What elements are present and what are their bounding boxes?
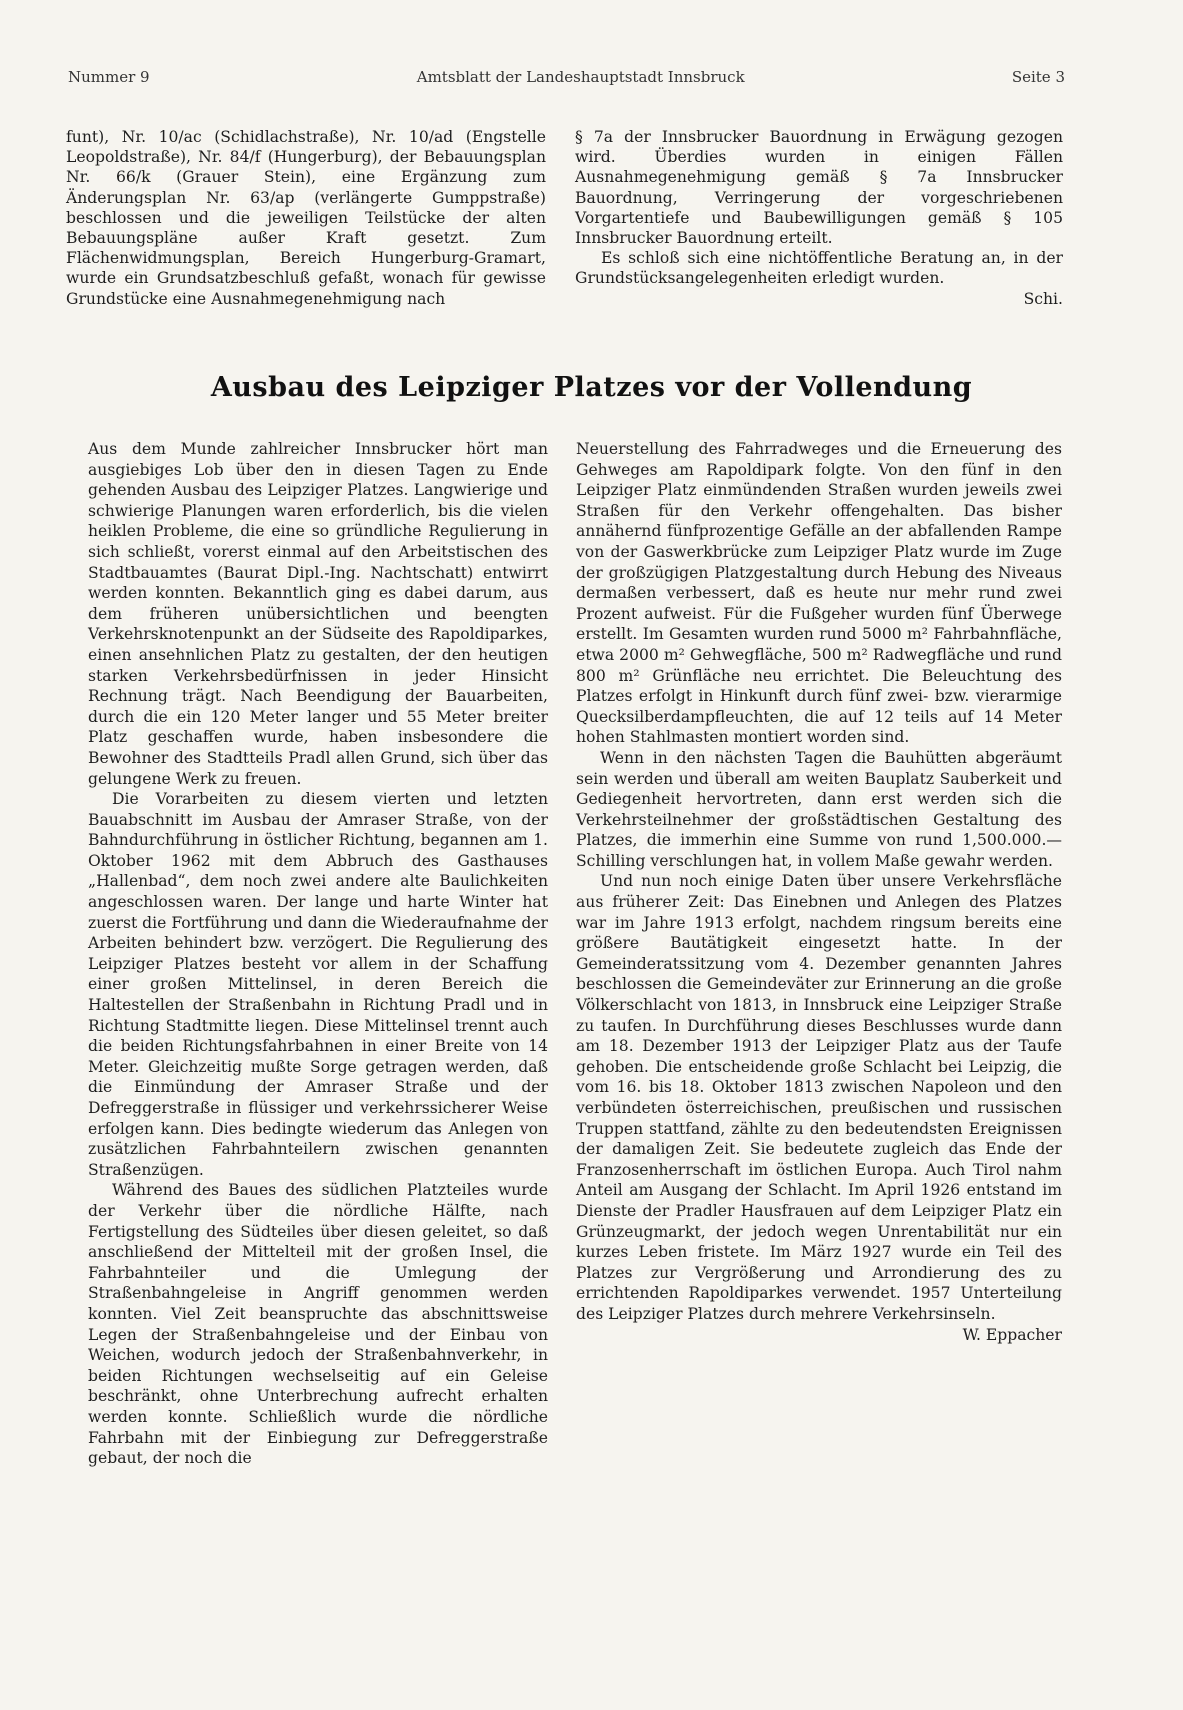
page-number: Seite 3	[1011, 68, 1065, 86]
previous-article-text: Es schloß sich eine nichtöffentliche Beratung an, in der Grundstücksangelegenheiten erledigt wurden.	[575, 249, 1063, 288]
previous-article-left-column	[66, 127, 546, 309]
issue-number: Nummer 9	[68, 68, 150, 86]
article-right-column	[576, 439, 1062, 1345]
article-paragraph: Die Vorarbeiten zu diesem vierten und letzten Bauabschnitt im Ausbau der Amraser Straße, von der Bahndurchführung in östlicher Richtung, begannen am 1. Oktober 1962 mit dem Abbruch des Gasthauses „Hallenbad“, dem noch zwei andere alte Baulichkeiten angeschlossen waren. Der lange und harte Winter hat zuerst die Fortführung und dann die Wiederaufnahme der Arbeiten behindert bzw. verzögert. Die Regulierung des Leipziger Platzes besteht vor allem in der Schaffung einer großen Mittelinsel, in deren Bereich die Haltestellen der Straßenbahn in Richtung Pradl und in Richtung Stadtmitte liegen. Diese Mittelinsel trennt auch die beiden Richtungsfahrbahnen in einer Breite von 14 Meter. Gleichzeitig mußte Sorge getragen werden, daß die Einmündung der Amraser Straße und der Defreggerstraße in flüssiger und verkehrssicherer Weise erfolgen kann. Dies bedingte wiederum das Anlegen von zusätzlichen Fahrbahnteilern zwischen genannten Straßenzügen.	[88, 790, 548, 1179]
publication-title: Amtsblatt der Landeshauptstadt Innsbruck	[416, 68, 745, 86]
article-paragraph: Während des Baues des südlichen Platzteiles wurde der Verkehr über die nördliche Hälfte, nach Fertigstellung des Südteiles über diesen geleitet, so daß anschließend der Mittelteil mit der großen Insel, die Fahrbahnteiler und die Umlegung der Straßenbahngeleise in Angriff genommen werden konnten. Viel Zeit beanspruchte das abschnittsweise Legen der Straßenbahngeleise und der Einbau von Weichen, wodurch jedoch der Straßenbahnverkehr, in beiden Richtungen wechselseitig auf ein Geleise beschränkt, ohne Unterbrechung aufrecht erhalten werden konnte. Schließlich wurde die nördliche Fahrbahn mit der Einbiegung zur Defreggerstraße gebaut, der noch die	[88, 1181, 548, 1468]
article-paragraph: Wenn in den nächsten Tagen die Bauhütten abgeräumt sein werden und überall am weiten Bauplatz Sauberkeit und Gediegenheit hervortreten, dann erst werden sich die Verkehrsteilnehmer der großstädtischen Gestaltung des Platzes, die immerhin eine Summe von rund 1,500.000.— Schilling verschlungen hat, in vollem Maße gewahr werden.	[576, 748, 1062, 870]
article-headline: Ausbau des Leipziger Platzes vor der Vollendung	[210, 372, 973, 403]
page-header	[68, 68, 1065, 86]
article-author: W. Eppacher	[962, 1325, 1062, 1344]
article-paragraph: Neuerstellung des Fahrradweges und die Erneuerung des Gehweges am Rapoldipark folgte. Von den fünf in den Leipziger Platz einmündenden Straßen wurden jeweils zwei Straßen für den Verkehr offengehalten. Das bisher annähernd fünfprozentige Gefälle an der abfallenden Rampe von der Gaswerkbrücke zum Leipziger Platz wurde im Zuge der großzügigen Platzgestaltung durch Hebung des Niveaus dermaßen verbessert, daß es heute nur mehr rund zwei Prozent aufweist. Für die Fußgeher wurden fünf Überwege erstellt. Im Gesamten wurden rund 5000 m² Fahrbahnfläche, etwa 2000 m² Gehwegfläche, 500 m² Radwegfläche und rund 800 m² Grünfläche neu errichtet. Die Beleuchtung des Platzes erfolgt in Hinkunft durch fünf zwei- bzw. vierarmige Quecksilberdampfleuchten, die auf 12 teils auf 14 Meter hohen Stahlmasten montiert worden sind.	[576, 440, 1062, 747]
article-left-column	[88, 439, 548, 1469]
article-paragraph: Und nun noch einige Daten über unsere Verkehrsfläche aus früherer Zeit: Das Einebnen und Anlegen des Platzes war im Jahre 1913 erfolgt, nachdem ringsum bereits eine größere Bautätigkeit eingesetzt hatte. In der Gemeinderatssitzung vom 4. Dezember genannten Jahres beschlossen die Gemeindeväter zur Erinnerung an die große Völkerschlacht von 1813, in Innsbruck eine Leipziger Straße zu taufen. In Durchführung dieses Beschlusses wurde dann am 18. Dezember 1913 der Leipziger Platz aus der Taufe gehoben. Die entscheidende große Schlacht bei Leipzig, die vom 16. bis 18. Oktober 1813 zwischen Napoleon und den verbündeten österreichischen, preußischen und russischen Truppen stattfand, zählte zu den bedeutendsten Ereignissen der damaligen Zeit. Sie bedeutete zugleich das Ende der Franzosenherrschaft im östlichen Europa. Auch Tirol nahm Anteil am Ausgang der Schlacht. Im April 1926 entstand im Dienste der Pradler Hausfrauen auf dem Leipziger Platz ein Grünzeugmarkt, der jedoch wegen Unrentabilität nur ein kurzes Leben fristete. Im März 1927 wurde ein Teil des Platzes zur Vergrößerung und Arrondierung des zu errichtenden Rapoldiparkes verwendet. 1957 Unterteilung des Leipziger Platzes durch mehrere Verkehrsinseln.	[576, 872, 1062, 1323]
previous-article-right-column	[575, 127, 1063, 309]
previous-article-text: funt), Nr. 10/ac (Schidlachstraße), Nr. 10/ad (Engstelle Leopoldstraße), Nr. 84/f (Hungerburg), der Bebauungsplan Nr. 66/k (Grauer Stein), eine Ergänzung zum Änderungsplan Nr. 63/ap (verlängerte Gumppstraße) beschlossen und die jeweiligen Teilstücke der alten Bebauungspläne außer Kraft gesetzt. Zum Flächenwidmungsplan, Bereich Hungerburg-Gramart, wurde ein Grundsatzbeschluß gefaßt, wonach für gewisse Grundstücke eine Ausnahmegenehmigung nach	[66, 128, 546, 308]
article-paragraph: Aus dem Munde zahlreicher Innsbrucker hört man ausgiebiges Lob über den in diesen Tagen zu Ende gehenden Ausbau des Leipziger Platzes. Langwierige und schwierige Planungen waren erforderlich, bis die vielen heiklen Probleme, die eine so gründliche Regulierung in sich schließt, vorerst einmal auf den Arbeitstischen des Stadtbauamtes (Baurat Dipl.-Ing. Nachtschatt) entwirrt werden konnten. Bekanntlich ging es dabei darum, aus dem früheren unübersichtlichen und beengten Verkehrsknotenpunkt an der Südseite des Rapoldiparkes, einen ansehnlichen Platz zu gestalten, der den heutigen starken Verkehrsbedürfnissen in jeder Hinsicht Rechnung trägt. Nach Beendigung der Bauarbeiten, durch die ein 120 Meter langer und 55 Meter breiter Platz geschaffen wurde, haben insbesondere die Bewohner des Stadtteils Pradl allen Grund, sich über das gelungene Werk zu freuen.	[88, 440, 548, 788]
previous-article-text: § 7a der Innsbrucker Bauordnung in Erwägung gezogen wird. Überdies wurden in einigen Fällen Ausnahmegenehmigung gemäß § 7a Innsbrucker Bauordnung, Verringerung der vorgeschriebenen Vorgartentiefe und Baubewilligungen gemäß § 105 Innsbrucker Bauordnung erteilt.	[575, 128, 1063, 248]
previous-article-signature: Schi.	[1023, 289, 1063, 308]
